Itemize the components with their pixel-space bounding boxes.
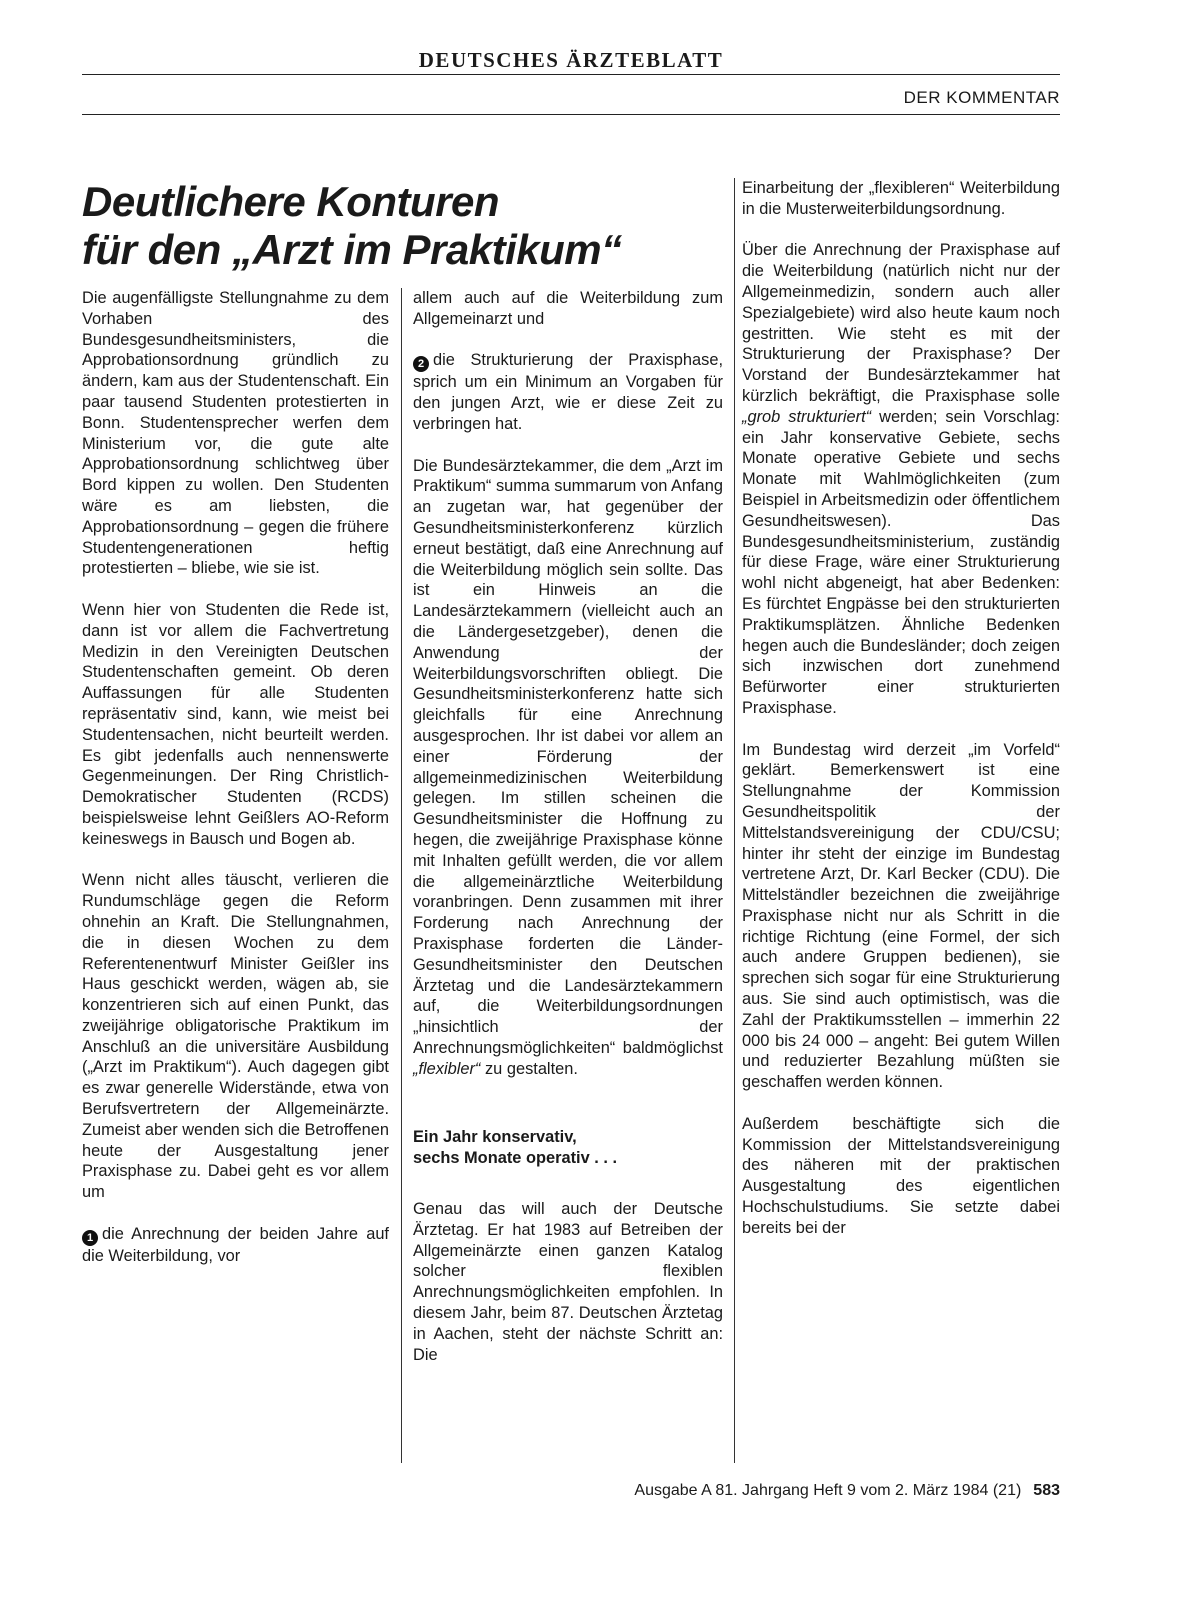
issue-info: Ausgabe A 81. Jahrgang Heft 9 vom 2. März 1984 (21) bbox=[634, 1482, 1022, 1499]
page-number: 583 bbox=[1033, 1482, 1060, 1499]
paragraph-text-end: werden; sein Vorschlag: ein Jahr konservative Gebiete, sechs Monate operative Gebiete und sechs Monate mit Wahlmöglichkeiten (zum Beispiel in Arbeitsmedizin oder öffentlichem Gesundheitswesen). Das Bundesgesundheitsministerium, zuständig für diese Frage, wäre einer Strukturierung wohl nicht abgeneigt, hat aber Bedenken: Es fürchtet Engpässe bei den strukturierten Praktikumsplätzen. Ähnliche Bedenken hegen auch die Bundesländer; doch zeigen sich inzwischen dort zunehmend Befürworter einer strukturierten Praxisphase. bbox=[742, 407, 1060, 717]
headline-line1: Deutlichere Konturen bbox=[82, 178, 500, 225]
article-column-2 bbox=[413, 288, 723, 1386]
number-two-icon: 2 bbox=[413, 356, 429, 372]
subheading bbox=[413, 1127, 723, 1169]
paragraph: Genau das will auch der Deutsche Ärztetag. Er hat 1983 auf Betreiben der Allgemeinärzte einen ganzen Katalog solcher flexiblen Anrechnungsmöglichkeiten empfohlen. In diesem Jahr, beim 87. Deutschen Ärztetag in Aachen, steht der nächste Schritt an: Die bbox=[413, 1200, 723, 1364]
paragraph-text-end: zu gestalten. bbox=[484, 1059, 578, 1078]
paragraph: Die augenfälligste Stellungnahme zu dem Vorhaben des Bundesgesundheitsministers, die Approbationsordnung gründlich zu ändern, kam aus der Studentenschaft. Ein paar tausend Studenten protestierten in Bonn. Studentensprecher werfen dem Ministerium vor, die gute alte Approbationsordnung schlichtweg über Bord kippen zu wollen. Den Studenten wäre es am liebsten, die Approbationsordnung – gegen die frühere Studentengenerationen heftig protestierten – bliebe, wie sie ist. bbox=[82, 289, 389, 578]
paragraph-text: Über die Anrechnung der Praxisphase auf die Weiterbildung (natürlich nicht nur der Allgemeinmedizin, sondern auch aller Spezialgebiete) wird also heute kaum noch gestritten. Wie steht es mit der Strukturierung der Praxisphase? Der Vorstand der Bundesärztekammer hat kürzlich bekräftigt, die Praxisphase solle bbox=[742, 241, 1060, 405]
headline bbox=[82, 178, 732, 274]
paragraph: Außerdem beschäftigte sich die Kommission der Mittelstandsvereinigung des näheren mit der praktischen Ausgestaltung des eigentlichen Hochschulstudiums. Sie setzte dabei bereits bei der bbox=[742, 1114, 1060, 1237]
list-item-text: die Strukturierung der Praxisphase, sprich um ein Minimum an Vorgaben für den jungen Arzt, wie er diese Zeit zu verbringen hat. bbox=[413, 351, 723, 433]
emphasis: „grob strukturiert“ bbox=[742, 407, 872, 426]
paragraph: Wenn hier von Studenten die Rede ist, dann ist vor allem die Fachvertretung Medizin in den Vereinigten Deutschen Studentenschaften gemeint. Ob deren Auffassungen für alle Studenten repräsentativ sind, kann, wie meist bei Studentensachen, nicht beurteilt werden. Es gibt jedenfalls auch nennenswerte Gegenmeinungen. Der Ring Christlich-Demokratischer Studenten (RCDS) beispielsweise lehnt Geißlers AO-Reform keineswegs in Bausch und Bogen ab. bbox=[82, 600, 389, 848]
list-item bbox=[82, 1224, 389, 1267]
masthead: DEUTSCHES ÄRZTEBLATT bbox=[418, 48, 724, 72]
subheading-line2: sechs Monate operativ . . . bbox=[413, 1149, 618, 1168]
page-footer bbox=[634, 1482, 1060, 1500]
masthead-rule bbox=[82, 74, 1060, 75]
paragraph bbox=[742, 240, 1060, 718]
headline-line2: für den „Arzt im Praktikum“ bbox=[82, 226, 622, 273]
column-divider-1 bbox=[401, 288, 402, 1463]
paragraph bbox=[413, 456, 723, 1080]
subheading-line1: Ein Jahr konservativ, bbox=[413, 1128, 577, 1147]
list-item-text: die Anrechnung der beiden Jahre auf die Weiterbildung, vor bbox=[82, 1224, 389, 1265]
paragraph-text: Die Bundesärztekammer, die dem „Arzt im Praktikum“ summa summarum von Anfang an zugetan war, hat gegenüber der Gesundheitsministerkonferenz kürzlich erneut bestätigt, daß eine Anrechnung auf die Weiterbildung möglich sein sollte. Das ist ein Hinweis an die Landesärztekammern (vielleicht auch an die Ländergesetzgeber), denen die Anwendung der Weiterbildungsvorschriften obliegt. Die Gesundheitsministerkonferenz hatte sich gleichfalls für eine Anrechnung ausgesprochen. Ihr ist dabei vor allem an einer Förderung der allgemeinmedizinischen Weiterbildung gelegen. Im stillen scheinen die Gesundheitsminister die Hoffnung zu hegen, die zweijährige Praxisphase könne mit Inhalten gefüllt werden, die vor allem die allgemeinärztliche Weiterbildung voranbringen. Denn zusammen mit ihrer Forderung nach Anrechnung der Praxisphase forderten die Länder-Gesundheitsminister den Deutschen Ärztetag und die Landesärztekammern auf, die Weiterbildungsordnungen „hinsichtlich der Anrechnungsmöglichkeiten“ baldmöglichst bbox=[413, 456, 723, 1057]
emphasis: „flexibler“ bbox=[413, 1059, 481, 1078]
list-item bbox=[413, 350, 723, 434]
paragraph: Wenn nicht alles täuscht, verlieren die Rundumschläge gegen die Reform ohnehin an Kraft. Die Stellungnahmen, die in diesen Wochen zu dem Referentenentwurf Minister Geißler ins Haus geschickt werden, wägen ab, sie konzentrieren sich auf einen Punkt, das zweijährige obligatorische Praktikum im Anschluß an die universitäre Ausbildung („Arzt im Praktikum“). Auch dagegen gibt es zwar generelle Widerstände, etwa von Berufsvertretern der Allgemeinärzte. Zumeist aber wenden sich die Betroffenen heute der Ausgestaltung jener Praxisphase zu. Dabei geht es vor allem um bbox=[82, 871, 389, 1202]
section-rule bbox=[82, 114, 1060, 115]
paragraph: allem auch auf die Weiterbildung zum Allgemeinarzt und bbox=[413, 289, 723, 328]
article-column-3 bbox=[742, 178, 1060, 1259]
number-one-icon: 1 bbox=[82, 1230, 98, 1246]
paragraph: Einarbeitung der „flexibleren“ Weiterbildung in die Musterweiterbildungsordnung. bbox=[742, 179, 1060, 218]
section-label: DER KOMMENTAR bbox=[903, 88, 1060, 107]
article-column-1 bbox=[82, 288, 389, 1287]
column-divider-2 bbox=[734, 178, 735, 1463]
paragraph: Im Bundestag wird derzeit „im Vorfeld“ geklärt. Bemerkenswert ist eine Stellungnahme der Kommission Gesundheitspolitik der Mittelstandsvereinigung der CDU/CSU; hinter ihr steht der einzige im Bundestag vertretene Arzt, Dr. Karl Becker (CDU). Die Mittelständler bezeichnen die zweijährige Praxisphase nicht nur als Schritt in die richtige Richtung (eine Formel, der sich auch andere Gruppen bedienen), sie sprechen sich sogar für eine Strukturierung aus. Sie sind auch optimistisch, was die Zahl der Praktikumsstellen – immerhin 22 000 bis 24 000 – angeht: Bei gutem Willen und reduzierter Bezahlung müßten sie geschaffen werden können. bbox=[742, 740, 1060, 1092]
